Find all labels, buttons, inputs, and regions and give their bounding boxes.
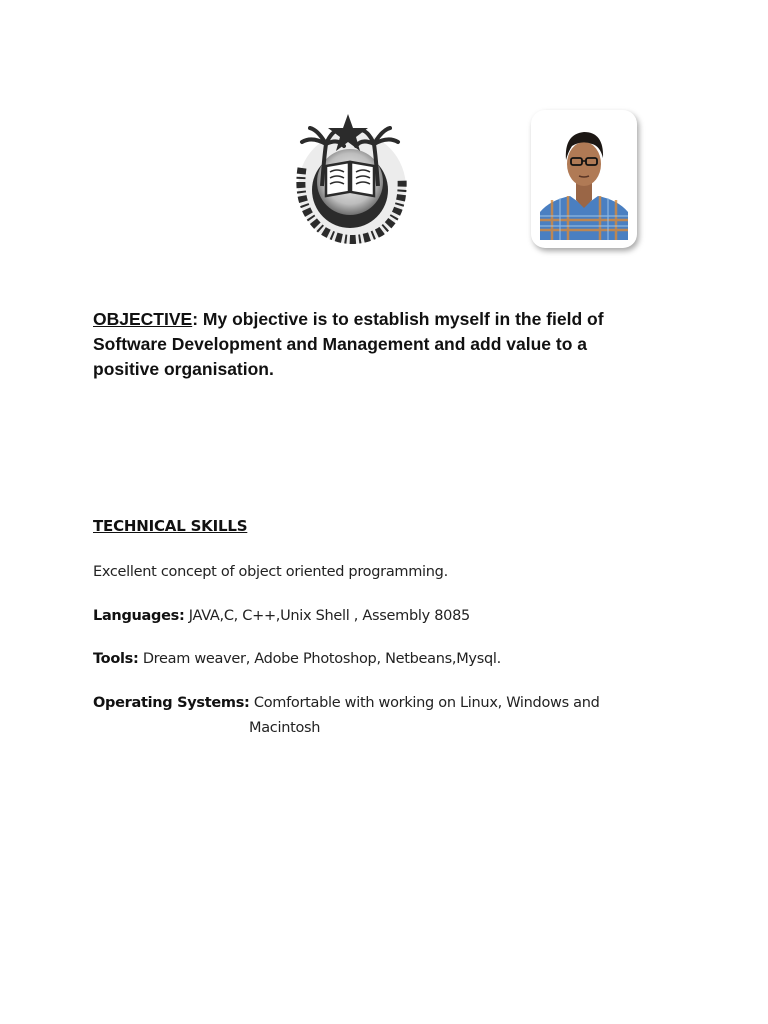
operating-systems-line — [93, 691, 653, 716]
tools-line — [93, 647, 653, 672]
technical-skills-heading: TECHNICAL SKILLS — [93, 517, 248, 535]
oop-skill-line: Excellent concept of object oriented programming. — [93, 564, 448, 580]
tools-label: Tools: — [93, 651, 139, 667]
objective-text: My objective is to establish myself in the field of Software Development and Management and add value to a positive organisation. — [93, 309, 604, 379]
operating-systems-value-continued: Macintosh — [249, 720, 321, 736]
objective-section — [93, 307, 653, 382]
operating-systems-value: Comfortable with working on Linux, Windows and — [253, 695, 600, 711]
languages-value: JAVA,C, C++,Unix Shell , Assembly 8085 — [188, 608, 470, 624]
operating-systems-label: Operating Systems: — [93, 695, 250, 711]
languages-label: Languages: — [93, 608, 185, 624]
objective-label: OBJECTIVE — [93, 309, 193, 329]
objective-separator: : — [192, 309, 203, 329]
tools-value: Dream weaver, Adobe Photoshop, Netbeans,Mysql. — [142, 651, 501, 667]
profile-photo — [531, 110, 637, 248]
university-seal-icon — [282, 108, 418, 248]
languages-line — [93, 604, 653, 629]
